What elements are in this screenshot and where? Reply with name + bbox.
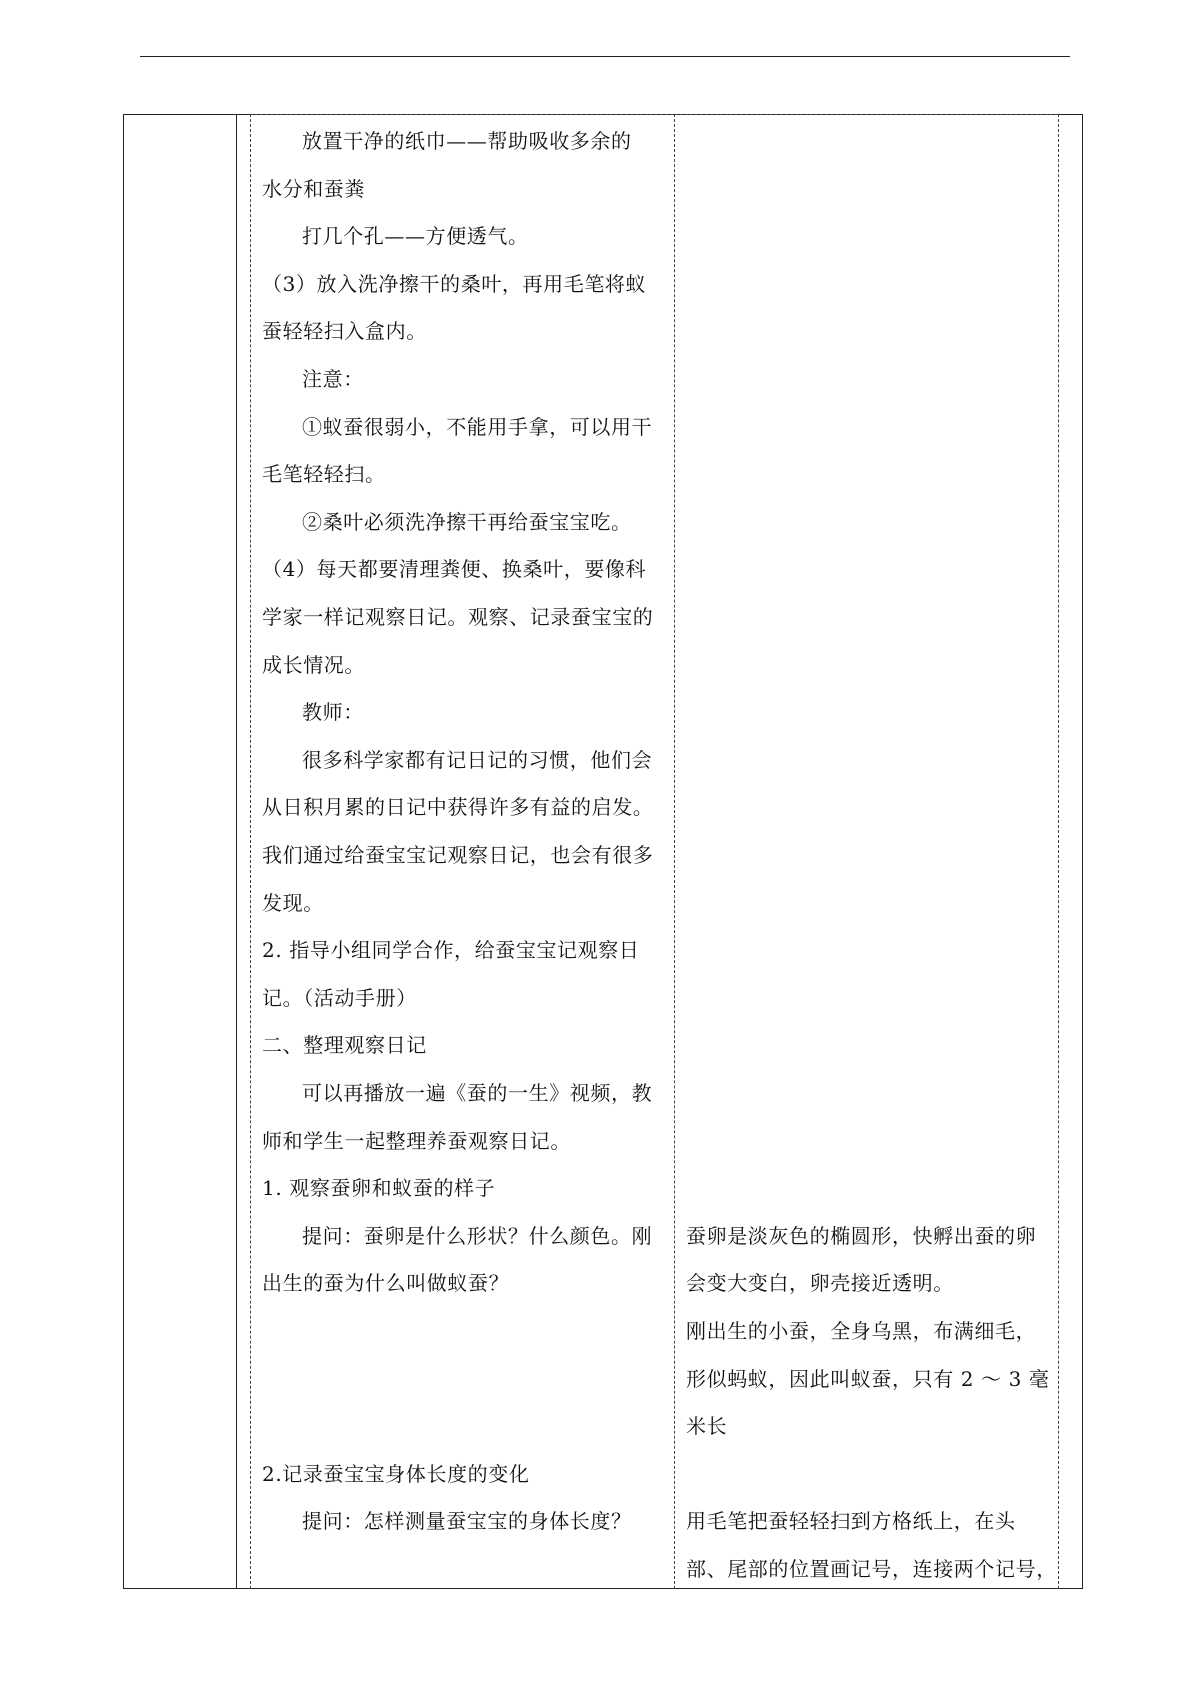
- answer-line: 刚出生的小蚕，全身乌黑，布满细毛，: [686, 1319, 1037, 1343]
- text-line: 出生的蚕为什么叫做蚁蚕？: [262, 1271, 510, 1296]
- text-line: 放置干净的纸巾——帮助吸收多余的: [302, 129, 632, 153]
- table-col-divider-2: [250, 114, 251, 1589]
- text-line: 记。（活动手册）: [262, 985, 417, 1010]
- text-line: 师和学生一起整理养蚕观察日记。: [262, 1128, 571, 1153]
- text-line: 毛笔轻轻扫。: [262, 462, 386, 487]
- text-line: 2.记录蚕宝宝身体长度的变化: [262, 1461, 530, 1486]
- text-line: 成长情况。: [262, 652, 365, 677]
- text-line: 打几个孔——方便透气。: [302, 224, 529, 249]
- text-line: 提问：蚕卵是什么形状？什么颜色。刚: [302, 1223, 653, 1248]
- text-line: 我们通过给蚕宝宝记观察日记，也会有很多: [262, 843, 654, 867]
- answer-line: 部、尾部的位置画记号，连接两个记号，: [686, 1557, 1057, 1581]
- text-line: ①蚁蚕很弱小，不能用手拿，可以用干: [302, 414, 653, 439]
- text-line: 提问：怎样测量蚕宝宝的身体长度？: [302, 1509, 632, 1534]
- text-line: 可以再播放一遍《蚕的一生》视频，教: [302, 1081, 653, 1105]
- table-col-divider-4: [1058, 114, 1059, 1589]
- answer-line: 用毛笔把蚕轻轻扫到方格纸上，在头: [686, 1509, 1016, 1534]
- text-line: （3）放入洗净擦干的桑叶，再用毛笔将蚁: [262, 271, 647, 296]
- text-line: 发现。: [262, 890, 324, 915]
- text-line: 水分和蚕粪: [262, 176, 365, 201]
- text-line: 蚕轻轻扫入盒内。: [262, 319, 427, 344]
- text-line: 2. 指导小组同学合作，给蚕宝宝记观察日: [262, 938, 640, 963]
- text-line: 二、整理观察日记: [262, 1033, 427, 1058]
- answer-line: 米长: [686, 1414, 728, 1439]
- answer-line: 会变大变白，卵壳接近透明。: [686, 1271, 954, 1296]
- page-header-rule: [140, 56, 1070, 57]
- table-col-divider-1: [236, 114, 237, 1589]
- text-line: 从日积月累的日记中获得许多有益的启发。: [262, 795, 654, 820]
- text-line: 注意：: [302, 367, 364, 391]
- text-line: 学家一样记观察日记。观察、记录蚕宝宝的: [262, 605, 654, 629]
- answer-line: 蚕卵是淡灰色的椭圆形，快孵出蚕的卵: [686, 1223, 1037, 1248]
- text-line: （4）每天都要清理粪便、换桑叶，要像科: [262, 557, 647, 582]
- text-line: 1. 观察蚕卵和蚁蚕的样子: [262, 1176, 496, 1201]
- answer-line: 形似蚂蚁，因此叫蚁蚕，只有 2 ～ 3 毫: [686, 1366, 1050, 1391]
- text-line: ②桑叶必须洗净擦干再给蚕宝宝吃。: [302, 509, 632, 534]
- text-line: 教师：: [302, 700, 364, 725]
- inner-dashed-top: [250, 114, 1058, 115]
- table-col-divider-3: [674, 114, 675, 1589]
- text-line: 很多科学家都有记日记的习惯，他们会: [302, 747, 653, 772]
